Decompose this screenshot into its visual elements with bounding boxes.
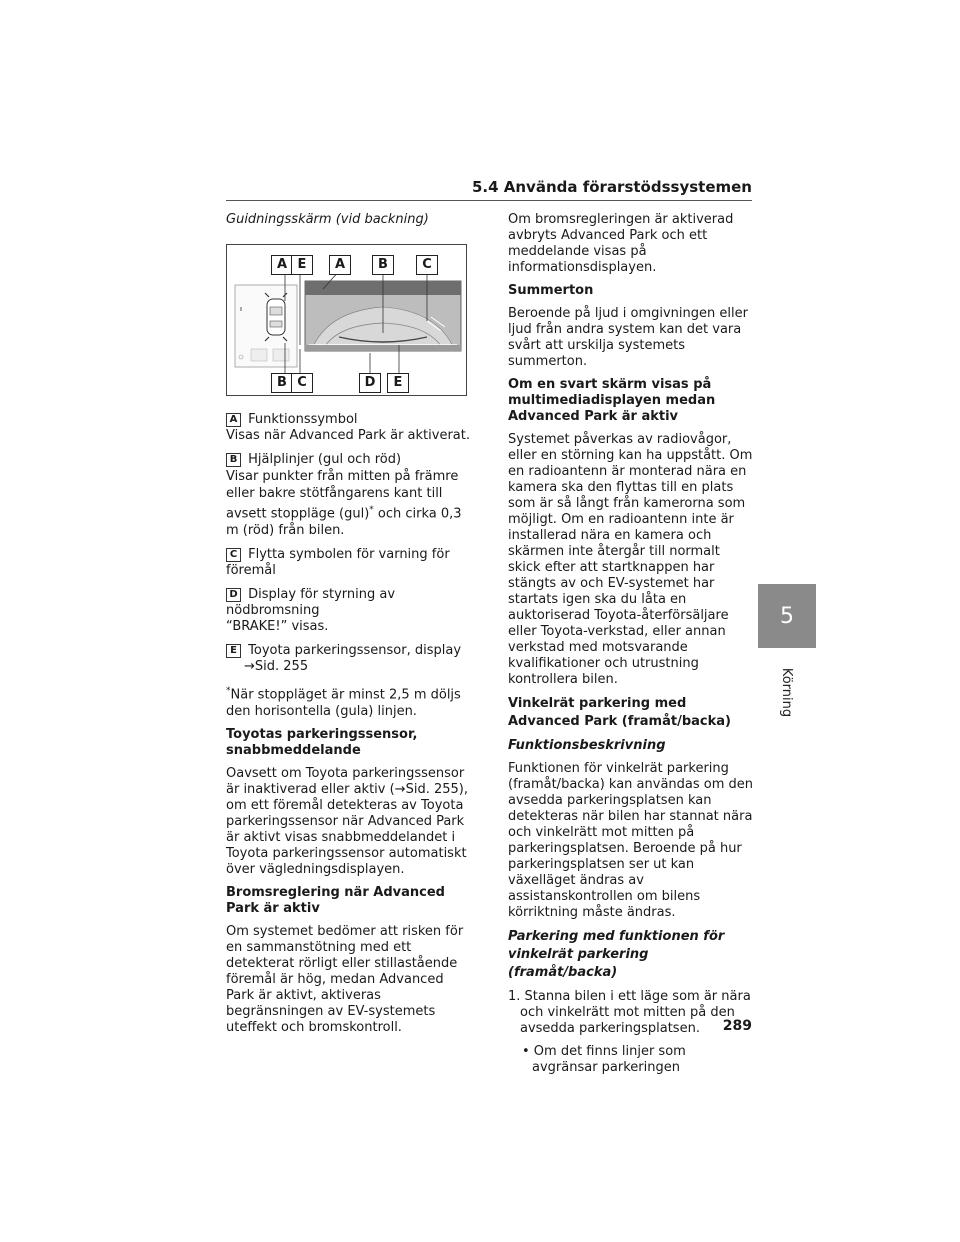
page-reference-link[interactable]: →Sid. 255 xyxy=(244,659,309,675)
legend-item-e xyxy=(226,643,471,675)
legend-item-c xyxy=(226,547,471,579)
heading-black-screen: Om en svart skärm visas på multimediadisplayen medan Advanced Park är aktiv xyxy=(508,377,716,424)
legend-item-a xyxy=(226,412,471,444)
callout-c: C xyxy=(291,373,313,393)
legend-title: Funktionssymbol xyxy=(248,412,358,427)
callout-d: D xyxy=(359,373,381,393)
figure-caption: Guidningsskärm (vid backning) xyxy=(226,212,429,227)
paragraph-buzzer: Beroende på ljud i omgivningen eller ljud från andra system kan det vara svårt att urskilja systemets summerton. xyxy=(508,306,748,369)
label-badge: B xyxy=(226,453,241,467)
callout-e: E xyxy=(387,373,409,393)
step-1: 1. Stanna bilen i ett läge som är nära och vinkelrätt mot mitten på den avsedda parkeringsplatsen. xyxy=(508,989,751,1036)
heading-parking-with-function: Parkering med funktionen för vinkelrät parkering (framåt/backa) xyxy=(508,929,725,980)
legend-text: Visar punkter från mitten på främre eller bakre stötfångarens kant till avsett stoppläge (gul)* och cirka 0,3 m (röd) från bilen. xyxy=(226,469,462,539)
paragraph-parking-sensor: Oavsett om Toyota parkeringssensor är inaktiverad eller aktiv (→Sid. 255), om ett föremål detekteras av Toyota parkeringssensor när Advanced Park är aktivt visas snabbmeddelandet i Toyota parkeringssensor automatiskt över vägledningsdisplayen. xyxy=(226,765,468,877)
callout-e: E xyxy=(291,255,313,275)
chapter-tab-label: Körning xyxy=(779,667,795,717)
legend-title: Hjälplinjer (gul och röd) xyxy=(248,452,402,467)
callout-b: B xyxy=(372,255,394,275)
left-column xyxy=(226,412,471,1043)
label-badge: A xyxy=(226,413,241,427)
guidance-screen-figure xyxy=(226,244,467,396)
legend-text: “BRAKE!” visas. xyxy=(226,619,329,635)
paragraph-brake-message: Om bromsregleringen är aktiverad avbryts Advanced Park och ett meddelande visas på informationsdisplayen. xyxy=(508,212,734,275)
heading-perpendicular-parking: Vinkelrät parkering med Advanced Park (framåt/backa) xyxy=(508,696,731,729)
label-badge: E xyxy=(226,644,241,658)
right-column xyxy=(508,212,754,1083)
heading-function-description: Funktionsbeskrivning xyxy=(508,738,666,753)
left-column-top xyxy=(226,212,471,235)
paragraph-brake-control: Om systemet bedömer att risken för en sammanstötning med ett detekterat rörligt eller stillastående föremål är hög, medan Advanced Park är aktivt, aktiveras begränsningen av EV-systemets uteffekt och bromskontroll. xyxy=(226,923,464,1035)
callout-a: A xyxy=(329,255,351,275)
heading-buzzer: Summerton xyxy=(508,283,594,298)
paragraph-black-screen: Systemet påverkas av radiovågor, eller en störning kan ha uppstått. Om en radioantenn är monterad nära en kamera ska den flyttas till en plats som är så långt från kamerorna som möjligt. Om en radioantenn inte är installerad nära en kamera och skärmen inte återgår till normalt skick efter att startknappen har stängts av och EV-systemet har startats igen ska du låta en auktoriserad Toyota-återförsäljare eller Toyota-verkstad, eller annan verkstad med motsvarande kvalifikationer och utrustning kontrollera bilen. xyxy=(508,432,753,687)
legend-title: Display för styrning av nödbromsning xyxy=(226,587,396,619)
bullet-1: • Om det finns linjer som avgränsar parkeringen xyxy=(522,1044,686,1075)
legend-title: Flytta symbolen för varning för föremål xyxy=(226,547,450,579)
label-badge: D xyxy=(226,588,241,602)
section-header: 5.4 Använda förarstödssystemen xyxy=(226,178,752,201)
heading-parking-sensor-popup: Toyotas parkeringssensor, snabbmeddelande xyxy=(226,726,418,758)
label-badge: C xyxy=(226,548,241,562)
chapter-tab: 5 xyxy=(758,584,816,648)
footnote: *När stoppläget är minst 2,5 m döljs den horisontella (gula) linjen. xyxy=(226,686,461,719)
page-number: 289 xyxy=(722,1018,752,1034)
legend-item-b xyxy=(226,452,471,539)
callout-a: A xyxy=(271,255,293,275)
callout-b: B xyxy=(271,373,293,393)
paragraph-function-description: Funktionen för vinkelrät parkering (framåt/backa) kan användas om den avsedda parkeringsplatsen kan detekteras när bilen har stannat nära och vinkelrätt mot mitten på parkeringsplatsen. Beroende på hur parkeringsplatsen ser ut kan växelläget ändras av assistanskontrollen om bilens körriktning måste ändras. xyxy=(508,761,754,920)
legend-title: Toyota parkeringssensor, display xyxy=(248,643,462,659)
legend-item-d xyxy=(226,587,471,635)
callout-c: C xyxy=(416,255,438,275)
legend-text: Visas när Advanced Park är aktiverat. xyxy=(226,428,470,443)
heading-brake-control: Bromsreglering när Advanced Park är aktiv xyxy=(226,884,445,916)
